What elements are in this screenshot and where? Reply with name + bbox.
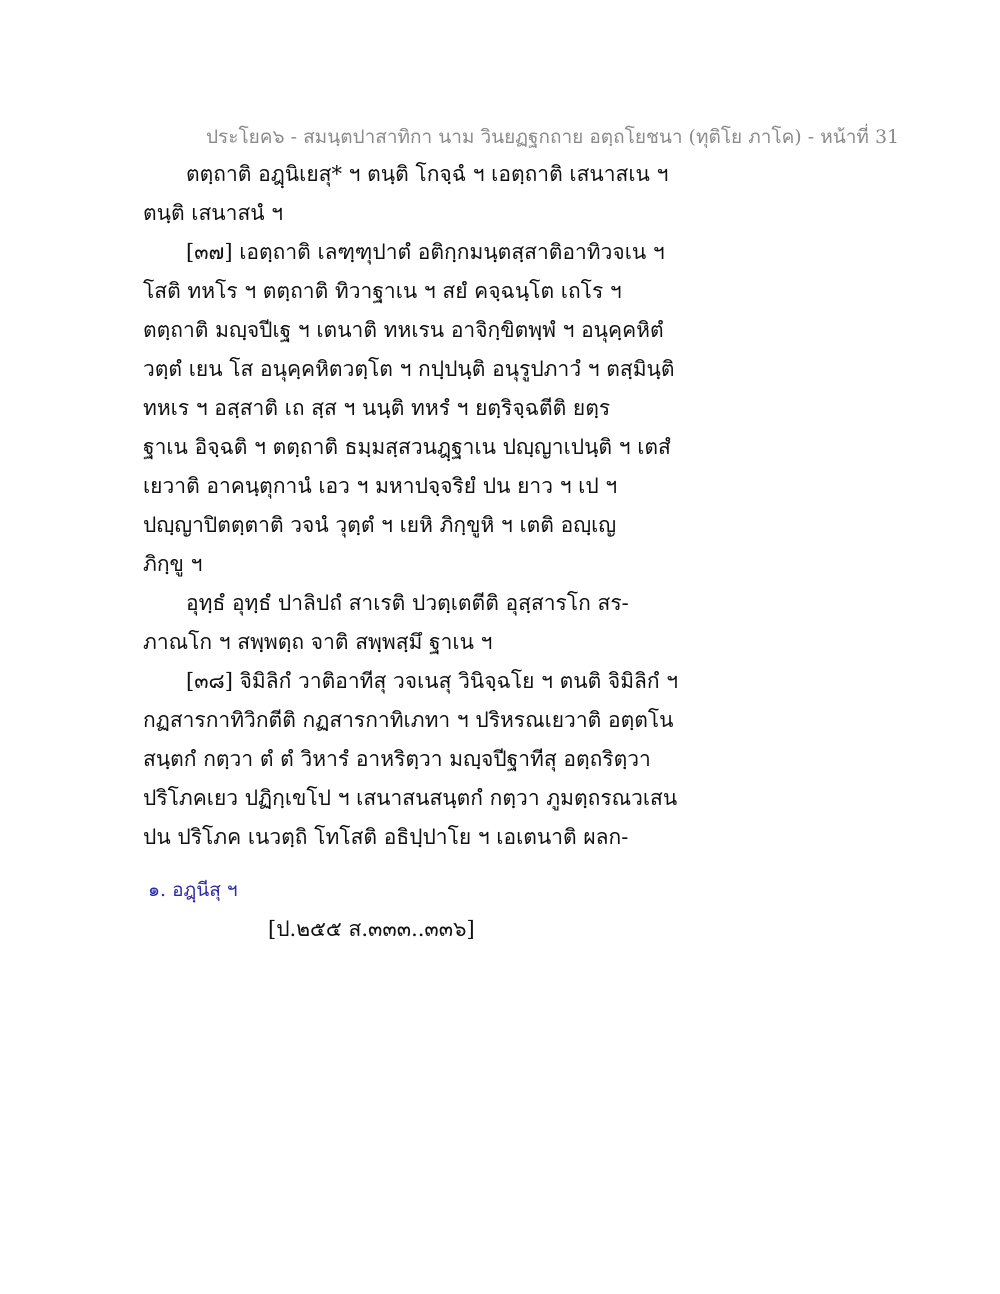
text-line: เยวาติ อาคนฺตุกานํ เอว ฯ มหาปจฺจริยํ ปน ยาว ฯ เป ฯ [143,474,618,498]
text-line: กฏสารกาทิวิกตีติ กฏสารกาทิเภทา ฯ ปริหรณเยวาติ อตฺตโน [143,708,674,732]
page-reference: [ป.๒๕๕ ส.๓๓๓..๓๓๖] [268,917,475,941]
text-line: ภาณโก ฯ สพฺพตฺถ จาติ สพฺพสฺมึ ฐาเน ฯ [143,630,493,654]
text-line: ตตฺถาติ มญฺจปีเฐ ฯ เตนาติ ทหเรน อาจิกฺขิตพฺพํ ฯ อนุคฺคหิตํ [143,318,664,342]
text-line: อุทฺธํ อุทฺธํ ปาลิปถํ สาเรติ ปวตฺเตตีติ อุสฺสารโก สร- [186,591,629,615]
text-line: โสติ ทหโร ฯ ตตฺถาติ ทิวาฐาเน ฯ สยํ คจฺฉนฺโต เถโร ฯ [143,279,622,303]
text-line: วตฺตํ เยน โส อนุคฺคหิตวตฺโต ฯ กปฺปนฺติ อนุรูปภาวํ ฯ ตสฺมินฺติ [143,357,675,381]
text-line: ฐาเน อิจฺฉติ ฯ ตตฺถาติ ธมฺมสฺสวนฎฺฐาเน ปญฺญาเปนฺติ ฯ เตสํ [143,435,671,459]
text-line: ทหเร ฯ อสฺสาติ เถ สฺส ฯ นนฺติ ทหรํ ฯ ยตฺริจฺฉตีติ ยตฺร [143,396,611,420]
text-line: ปน ปริโภค เนวตฺถิ โทโสติ อธิปฺปาโย ฯ เอเตนาติ ผลก- [143,825,629,849]
text-line: ตตฺถาติ อฎฺนิเยสุ* ฯ ตนฺติ โกจฺฉํ ฯ เอตฺถาติ เสนาสเน ฯ [186,162,669,186]
text-line: ปญฺญาปิตตฺตาติ วจนํ วุตฺตํ ฯ เยหิ ภิกฺขูหิ ฯ เตติ อญฺเญ [143,513,617,537]
text-line: ตนฺติ เสนาสนํ ฯ [143,201,284,225]
text-line: [๓๘] จิมิลิกํ วาติอาทีสุ วจเนสุ วินิจฺฉโย ฯ ตนติ จิมิลิกํ ฯ [186,669,679,693]
text-line: ปริโภคเยว ปฏิกฺเขโป ฯ เสนาสนสนฺตกํ กตฺวา ภูมตฺถรณวเสน [143,786,678,810]
text-line: ภิกฺขู ฯ [143,552,203,576]
text-line: [๓๗] เอตฺถาติ เลฑฺฑุปาตํ อติกฺกมนฺตสฺสาติอาทิวจเน ฯ [186,240,665,264]
text-line: สนฺตกํ กตฺวา ตํ ตํ วิหารํ อาหริตฺวา มญฺจปีฐาทีสุ อตฺถริตฺวา [143,747,651,771]
page-header: ประโยค๖ - สมนฺตปาสาทิกา นาม วินยฏฐกถาย อตฺถโยชนา (ทุติโย ภาโค) - หน้าที่ 31 [206,126,900,148]
footnote: ๑. อฎฺนีสุ ฯ [148,879,238,901]
